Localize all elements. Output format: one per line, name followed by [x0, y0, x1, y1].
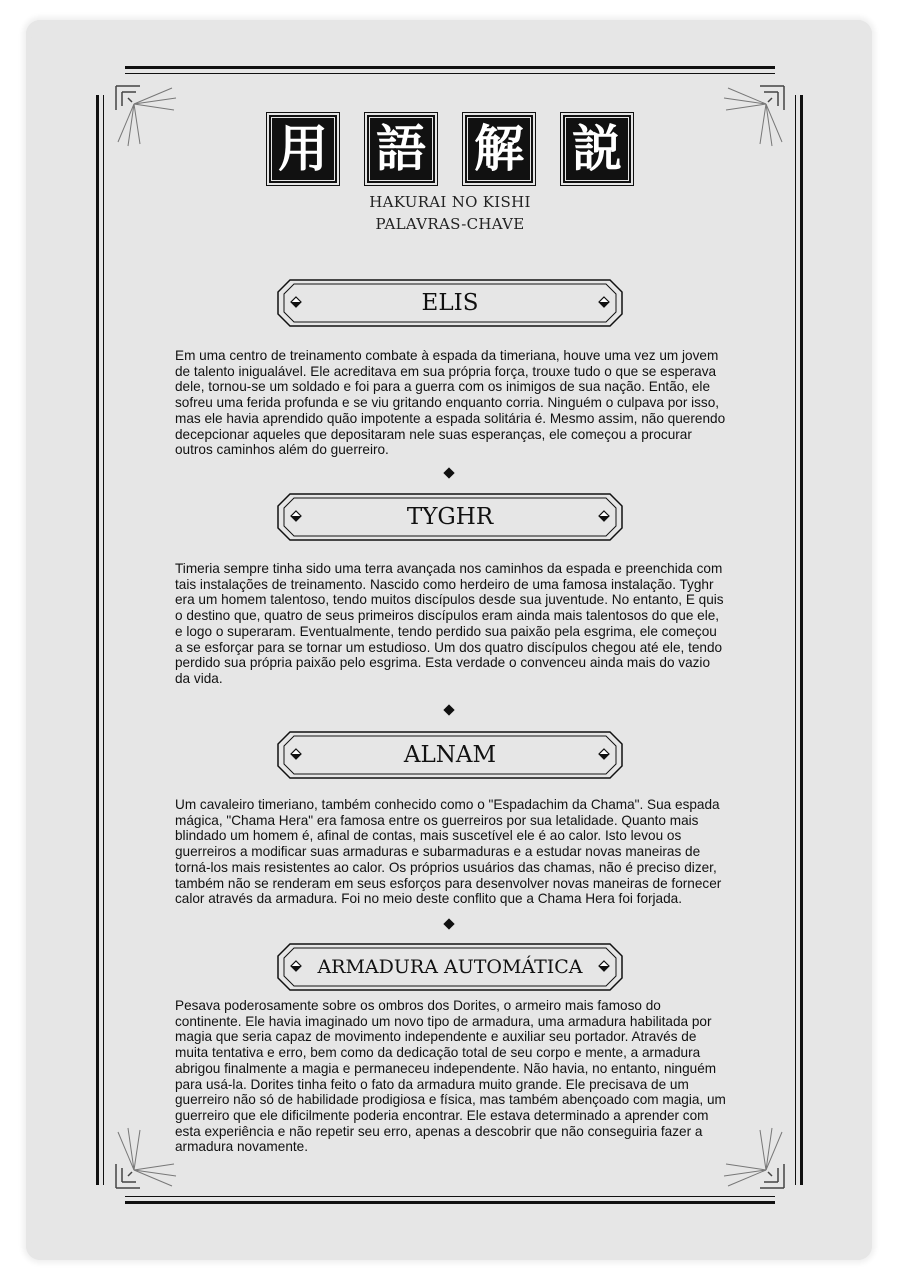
kanji-char: 用 — [278, 120, 328, 178]
frame-top-rule — [125, 66, 775, 74]
frame-bottom-rule — [125, 1196, 775, 1204]
entry-text: Em uma centro de treinamento combate à espada da timeriana, houve uma vez um jovem de talento inigualável. Ele acreditava em sua própria força, trouxe tudo o que se esperava dele, tornou-se um soldado e foi para a guerra com os inimigos de sua nação. Então, ele sofreu uma ferida profunda e se viu gritando enquanto corria. Ninguém o culpava por isso, mas ele havia aprendido quão impotente a espada solitária é. Mesmo assim, não querendo decepcionar aqueles que depositaram nele suas esperanças, ele começou a procurar outros caminhos além do guerreiro. — [175, 348, 726, 458]
entry-banner — [276, 730, 624, 780]
corner-ornament-bottom-left — [112, 1122, 182, 1192]
corner-ornament-bottom-right — [718, 1122, 788, 1192]
entry-banner — [276, 942, 624, 992]
kanji-box — [560, 112, 634, 186]
kanji-char: 解 — [474, 120, 524, 178]
kanji-char: 説 — [572, 120, 622, 178]
kanji-box — [462, 112, 536, 186]
entry-text: Pesava poderosamente sobre os ombros dos Dorites, o armeiro mais famoso do continente. Ele havia imaginado um novo tipo de armadura, uma armadura habilitada por magia que seria capaz de movimento independente e auxiliar seu portador. Através de muita tentativa e erro, bem como da dedicação total de seu corpo e mente, a armadura abrigou finalmente a magia e permaneceu independente. Não havia, no entanto, ninguém para usá-la. Dorites tinha feito o fato da armadura muito grande. Ele precisava de um guerreiro não só de habilidade prodigiosa e física, mas também abençoado com magia, um guerreiro que ele dificilmente poderia encontrar. Ele estava determinado a aprender com esta experiência e não repetir seu erro, apenas a descobrir que não conseguiria fazer a armadura novamente. — [175, 998, 726, 1155]
entry-title: ALNAM — [403, 742, 497, 768]
entry-text: Um cavaleiro timeriano, também conhecido como o "Espadachim da Chama". Sua espada mágica, "Chama Hera" era famosa entre os guerreiros por sua letalidade. Quanto mais blindado um homem é, afinal de contas, mais suscetível ele é ao calor. Isto levou os guerreiros a modificar suas armaduras e subarmaduras e a estudar novas maneiras de torná-los mais resistentes ao calor. Os próprios usuários das chamas, não é preciso dizer, também não se renderam em seus esforços para desenvolver novas maneiras de fornecer calor através da armadura. Foi no meio deste conflito que a Chama Hera foi forjada. — [175, 797, 722, 907]
entry-title: ARMADURA AUTOMÁTICA — [317, 956, 583, 978]
kanji-char: 語 — [376, 120, 426, 178]
glossary-kanji-title — [0, 112, 900, 186]
kanji-box — [266, 112, 340, 186]
entry-title: ELIS — [421, 290, 479, 316]
kanji-box — [364, 112, 438, 186]
page-subtitle: PALAVRAS-CHAVE — [375, 215, 525, 233]
entry-text: Timeria sempre tinha sido uma terra avançada nos caminhos da espada e preenchida com tais instalações de treinamento. Nascido como herdeiro de uma famosa instalação. Tyghr era um homem talentoso, tendo muitos discípulos desde sua juventude. No entanto, E quis o destino que, quatro de seus primeiros discípulos eram ainda mais talentosos do que ele, e logo o superaram. Eventualmente, tendo perdido sua paixão pela esgrima, ele começou a se esforçar para se tornar um estudioso. Um dos quatro discípulos chegou até ele, tendo perdido sua própria paixão pelo esgrima. Esta verdade o convenceu ainda mais do vazio da vida. — [175, 561, 724, 686]
series-title: HAKURAI NO KISHI — [369, 193, 531, 211]
entry-banner — [276, 492, 624, 542]
entry-title: TYGHR — [406, 504, 494, 530]
entry-banner — [276, 278, 624, 328]
